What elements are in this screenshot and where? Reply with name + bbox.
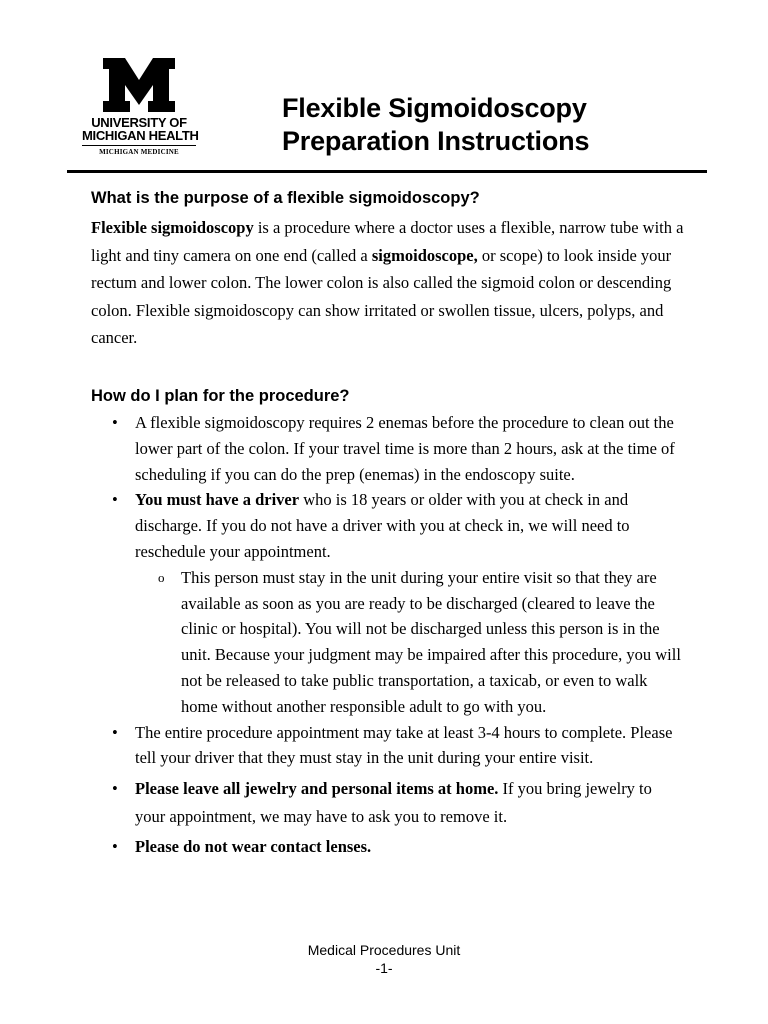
purpose-paragraph: [91, 214, 691, 352]
logo-divider: [82, 145, 196, 146]
header-divider: [67, 170, 707, 173]
logo-line-health: MICHIGAN HEALTH: [82, 128, 199, 143]
plan-list: [91, 410, 681, 860]
logo-line-medicine: MICHIGAN MEDICINE: [99, 148, 179, 156]
plan-heading: How do I plan for the procedure?: [91, 387, 350, 405]
sub-list: [135, 565, 681, 720]
bullet-icon: •: [112, 413, 118, 432]
sub-list-item-text: This person must stay in the unit during your entire visit so that they are available as soon as you are ready to be discharged (cleared to leave the clinic or hospital). You will not be discharged unless this person is in the unit. Because your judgment may be impaired after this procedure, you will not be released to take public transportation, a taxicab, or even to walk home without another responsible adult to go with you.: [181, 567, 681, 716]
list-item-bold: You must have a driver: [135, 490, 300, 510]
list-item: [91, 834, 681, 860]
term-flexible-sigmoidoscopy: Flexible sigmoidoscopy: [91, 218, 254, 237]
purpose-heading: What is the purpose of a flexible sigmoidoscopy?: [91, 189, 480, 207]
title-line-2: Preparation Instructions: [282, 126, 590, 156]
title-line-1: Flexible Sigmoidoscopy: [282, 93, 587, 123]
list-item: [91, 775, 681, 830]
sub-list-item: [135, 565, 681, 720]
bullet-icon: •: [112, 722, 118, 742]
footer-unit: Medical Procedures Unit: [307, 942, 461, 958]
purpose-text-a: is a procedure where a doctor uses a flexible, narrow tube with a light and tiny camera on one end (called a: [91, 218, 684, 265]
bullet-icon: •: [112, 837, 118, 857]
list-item: [91, 720, 681, 772]
page-number: -1-: [375, 960, 393, 976]
list-item-text: who is 18 years or older with you at check in and discharge. If you do not have a driver with you at check in, we will need to reschedule your appointment.: [135, 490, 630, 561]
list-item-text: If you bring jewelry to your appointment, we may have to ask you to remove it.: [135, 779, 652, 826]
block-m-icon: [103, 58, 175, 112]
list-item-bold: Please do not wear contact lenses.: [135, 837, 372, 857]
term-sigmoidoscope: sigmoidoscope,: [371, 245, 478, 265]
list-item-text: The entire procedure appointment may take at least 3-4 hours to complete. Please tell your driver that they must stay in the unit during your entire visit.: [135, 722, 673, 768]
logo-line-university: UNIVERSITY OF: [91, 115, 187, 130]
university-logo: [82, 58, 199, 156]
list-item-text: A flexible sigmoidoscopy requires 2 enemas before the procedure to clean out the lower part of the colon. If your travel time is more than 2 hours, ask at the time of scheduling if you can do the prep (enemas) in the endoscopy suite.: [135, 413, 675, 484]
purpose-text-b: or scope) to look inside your rectum and lower colon. The lower colon is also called the sigmoid colon or descending colon. Flexible sigmoidoscopy can show irritated or swollen tissue, ulcers, polyps, and cancer.: [91, 245, 672, 347]
bullet-icon: •: [112, 779, 118, 799]
list-item: [91, 410, 681, 487]
document-title: [282, 92, 589, 158]
list-item-bold: Please leave all jewelry and personal items at home.: [135, 779, 499, 799]
bullet-icon: •: [112, 490, 118, 510]
list-item: [91, 487, 681, 719]
circle-bullet-icon: o: [158, 569, 165, 585]
